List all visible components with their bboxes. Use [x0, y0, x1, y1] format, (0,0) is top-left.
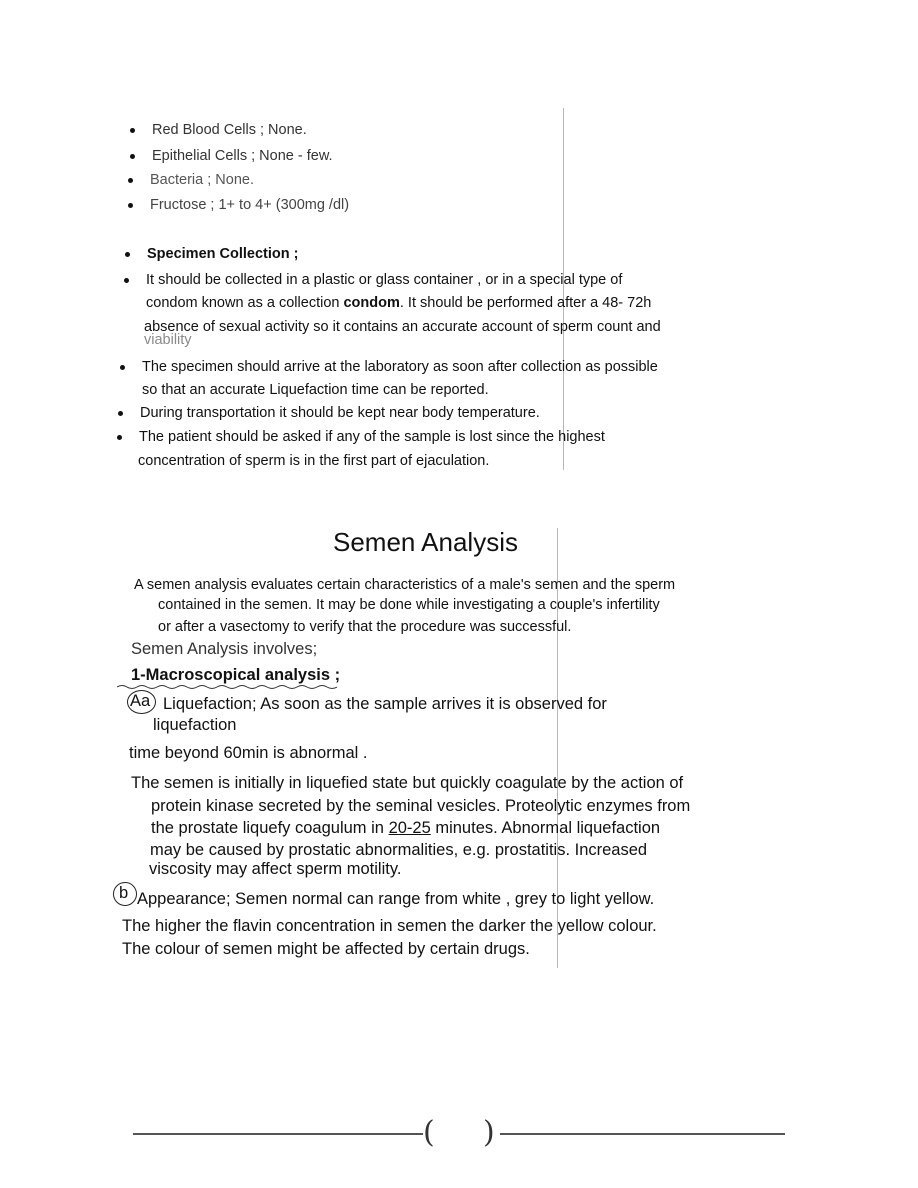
paragraph-line: The patient should be asked if any of the sample is lost since the highest: [139, 429, 605, 445]
paragraph-line: During transportation it should be kept near body temperature.: [140, 405, 540, 421]
section-heading: Specimen Collection ;: [147, 246, 299, 262]
paragraph-line: liquefaction: [153, 716, 237, 734]
paragraph-line: absence of sexual activity so it contains an accurate account of sperm count and: [144, 319, 661, 335]
paragraph-line: It should be collected in a plastic or glass container , or in a special type of: [146, 272, 623, 288]
underlined-value: 20-25: [388, 819, 431, 837]
wavy-underline: [117, 684, 337, 690]
text-run: the prostate liquefy coagulum in: [151, 819, 389, 837]
macro-heading: 1-Macroscopical analysis ;: [131, 666, 341, 684]
bold-term: condom: [343, 295, 400, 311]
paragraph-line: protein kinase secreted by the seminal vesicles. Proteolytic enzymes from: [151, 797, 691, 815]
paragraph-line: Appearance; Semen normal can range from white , grey to light yellow.: [137, 890, 655, 908]
footer-rule-right: [500, 1133, 785, 1135]
involves-label: Semen Analysis involves;: [131, 640, 318, 658]
paragraph-line: The colour of semen might be affected by certain drugs.: [122, 940, 530, 958]
text-run: minutes. Abnormal liquefaction: [430, 819, 661, 837]
paragraph-line: may be caused by prostatic abnormalities, e.g. prostatitis. Increased: [150, 841, 648, 859]
list-item: Red Blood Cells ; None.: [152, 122, 307, 138]
footer-left-bracket: (: [423, 1115, 435, 1150]
paragraph-line: Liquefaction; As soon as the sample arrives it is observed for: [163, 695, 607, 713]
item-marker-label: Aa: [130, 692, 151, 710]
paragraph-line: The specimen should arrive at the laboratory as soon after collection as possible: [142, 359, 658, 375]
page-title: Semen Analysis: [333, 527, 518, 557]
list-item: Bacteria ; None.: [150, 172, 254, 188]
paragraph-line: The higher the flavin concentration in semen the darker the yellow colour.: [122, 917, 657, 935]
intro-line: A semen analysis evaluates certain characteristics of a male's semen and the sperm: [134, 577, 676, 593]
paragraph-line: viscosity may affect sperm motility.: [149, 860, 402, 878]
list-item: Epithelial Cells ; None - few.: [152, 148, 333, 164]
paragraph-line: The semen is initially in liquefied state but quickly coagulate by the action of: [131, 774, 684, 792]
intro-line: contained in the semen. It may be done while investigating a couple's infertility: [158, 597, 660, 613]
footer-rule-left: [133, 1133, 423, 1135]
paragraph-line: so that an accurate Liquefaction time can be reported.: [142, 382, 489, 398]
text-run: condom known as a collection: [146, 295, 344, 311]
paragraph-line: time beyond 60min is abnormal .: [129, 744, 368, 762]
footer-right-bracket: ): [483, 1115, 495, 1150]
item-marker-label: b: [119, 884, 129, 902]
scan-fold-line-top: [563, 108, 564, 470]
paragraph-line: [151, 818, 660, 838]
paragraph-line: [146, 294, 651, 312]
paragraph-line: concentration of sperm is in the first part of ejaculation.: [138, 453, 490, 469]
text-run: . It should be performed after a 48- 72h: [399, 295, 652, 311]
list-item: Fructose ; 1+ to 4+ (300mg /dl): [150, 197, 350, 213]
paragraph-line: viability: [144, 332, 192, 348]
intro-line: or after a vasectomy to verify that the procedure was successful.: [158, 619, 572, 635]
